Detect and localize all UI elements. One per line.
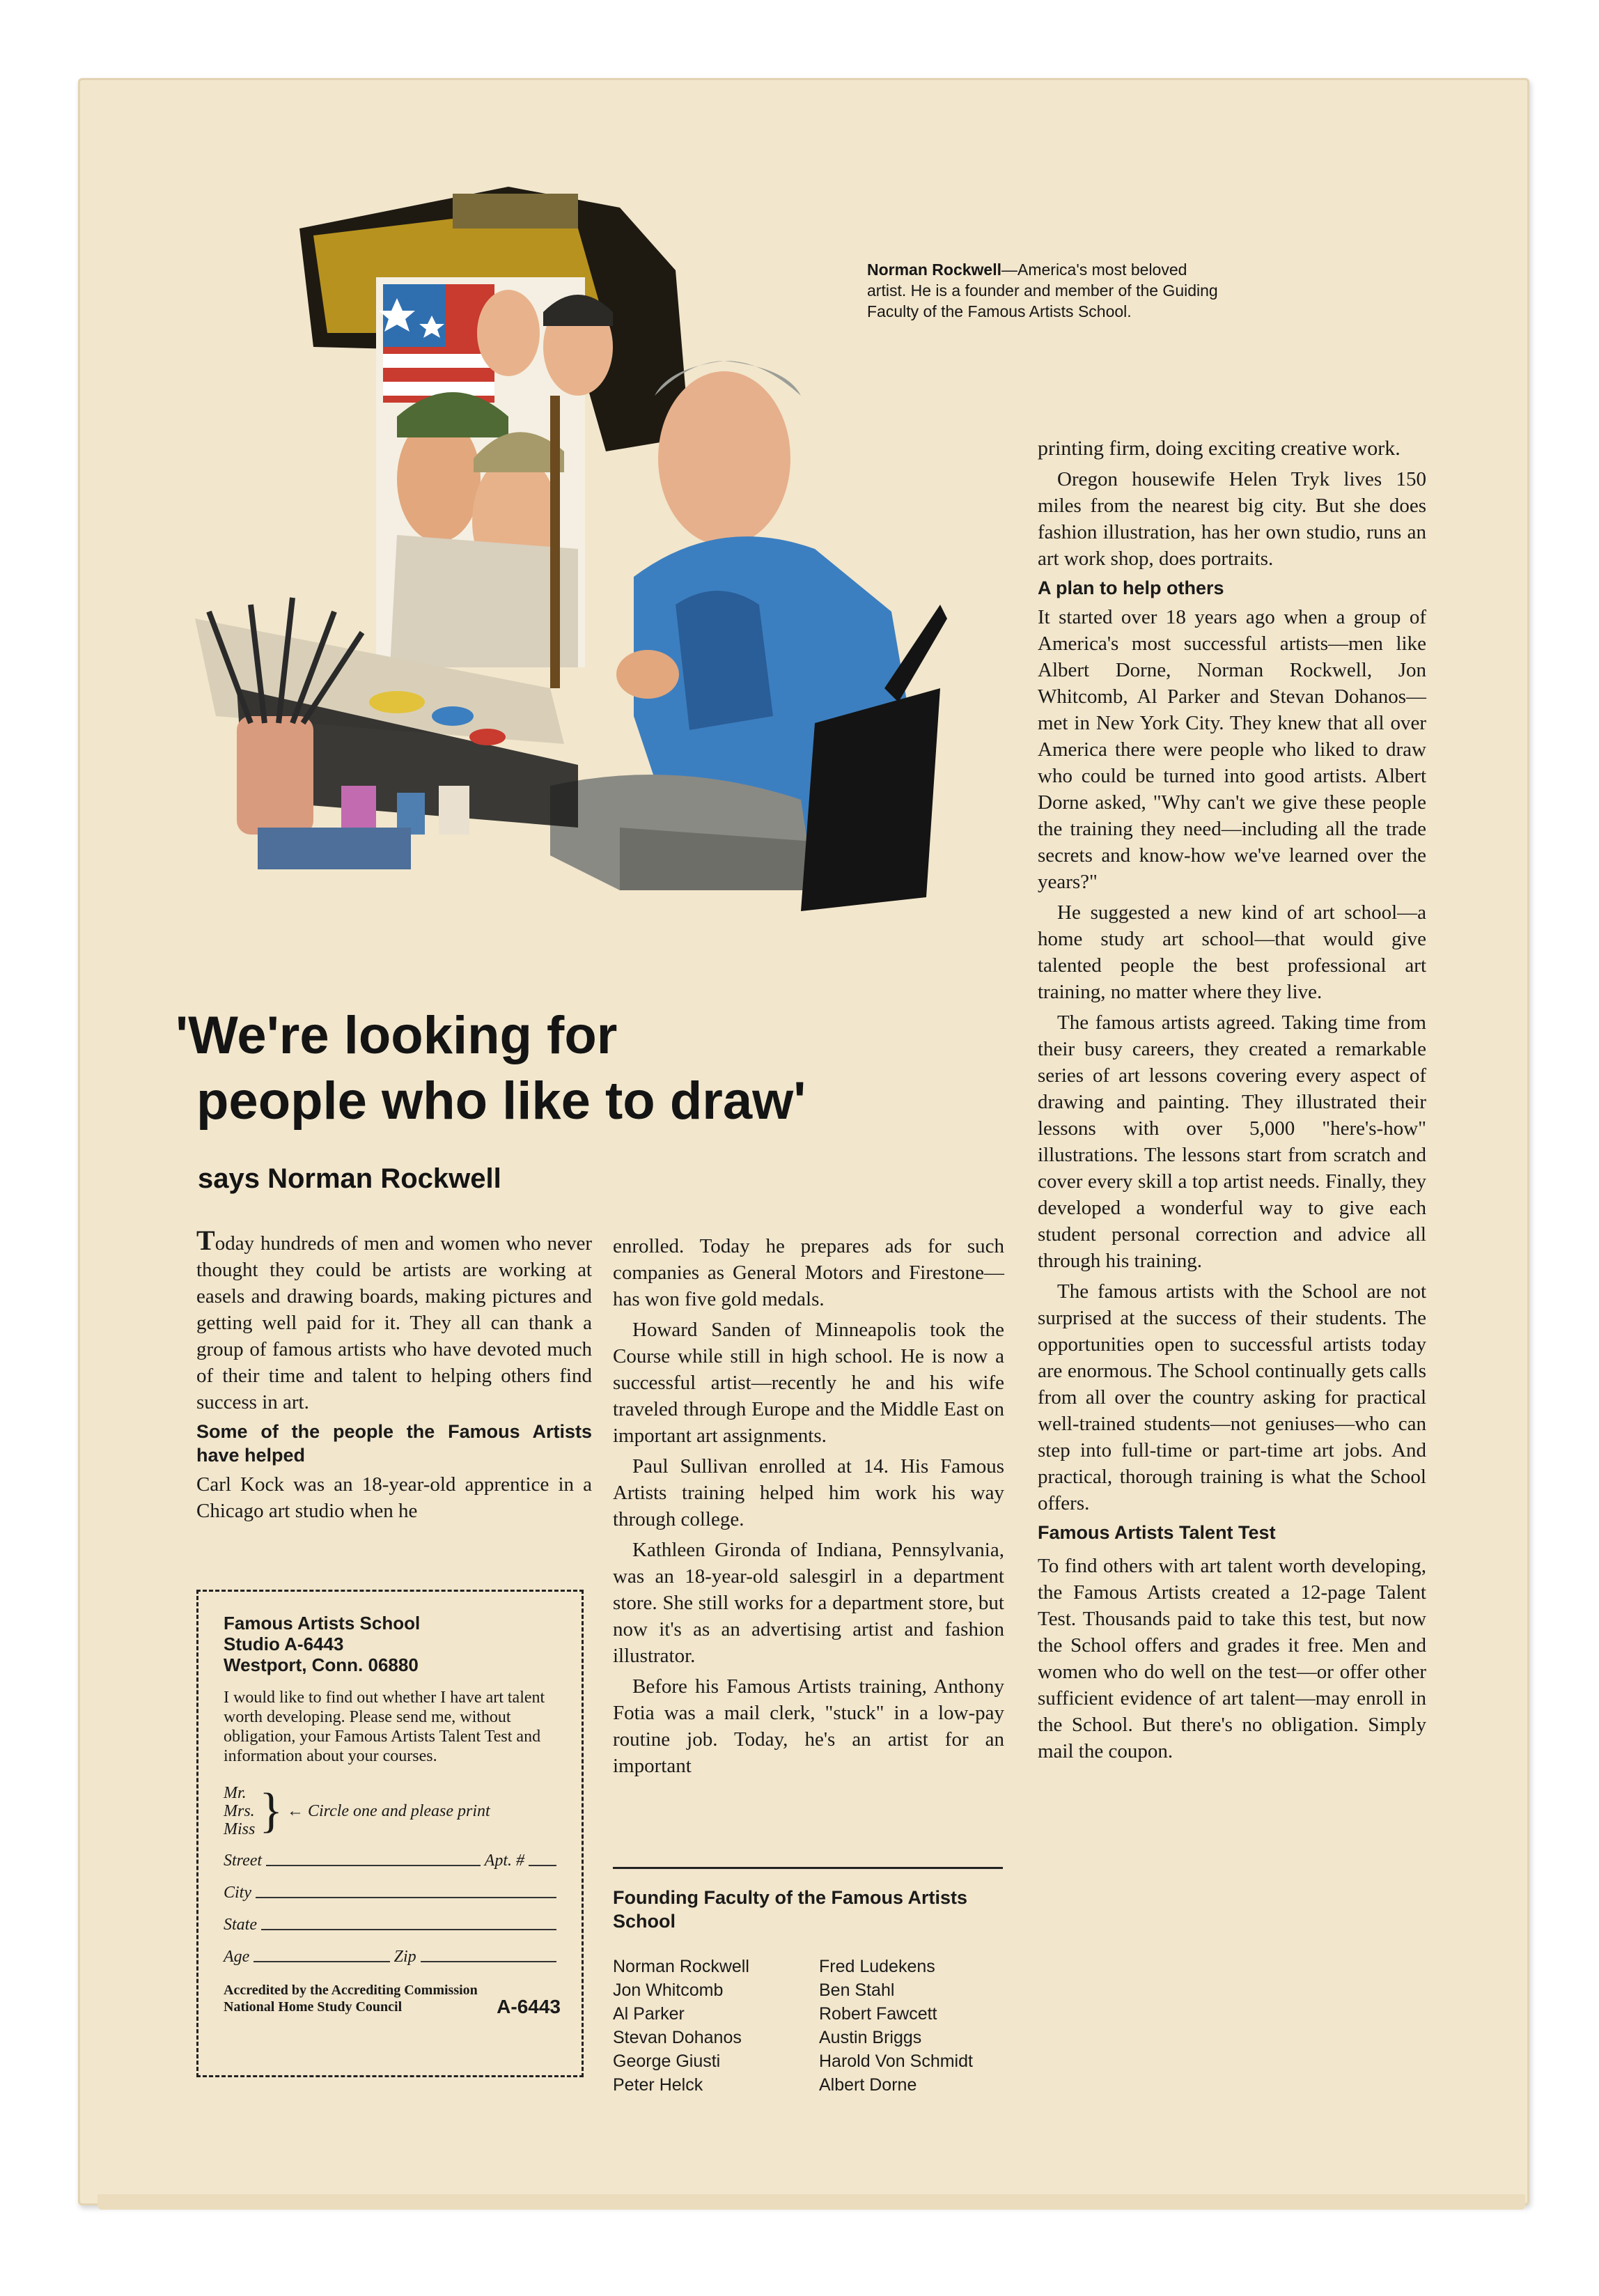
article-column-2: [613, 1233, 1004, 1783]
apt-field[interactable]: [529, 1865, 556, 1866]
faculty-heading: Founding Faculty of the Famous Artists School: [613, 1887, 968, 1932]
faculty-name: Harold Von Schmidt: [819, 2051, 973, 2071]
circle-instruction: ← Circle one and please print: [286, 1802, 490, 1820]
city-field[interactable]: [256, 1897, 556, 1898]
faculty-name: Stevan Dohanos: [613, 2028, 742, 2047]
coupon-address-line-1: Famous Artists School: [224, 1613, 421, 1634]
faculty-name: George Giusti: [613, 2051, 721, 2071]
col3-paragraph-1: printing firm, doing exciting creative work.: [1038, 437, 1401, 460]
headline: [176, 1003, 1011, 1134]
state-label: State: [224, 1916, 257, 1934]
title-option-mrs[interactable]: Mrs.: [224, 1802, 255, 1820]
col3-paragraph-2: Oregon housewife Helen Tryk lives 150 miles from the nearest big city. But she does fashion illustration, has her own studio, runs an art work shop, does portraits.: [1038, 468, 1426, 570]
state-field-row[interactable]: [224, 1915, 561, 1934]
faculty-name: Peter Helck: [613, 2075, 703, 2095]
faculty-name: Norman Rockwell: [613, 1957, 749, 1976]
article-column-1: [196, 1227, 592, 1528]
section-heading-talent-test: Famous Artists Talent Test: [1038, 1522, 1276, 1543]
col3-paragraph-7: To find others with art talent worth developing, the Famous Artists created a 12-page Talent Test. Thousands paid to take this test, but now the School offers and grades it free. Men and women who do well on the test—or offer other sufficient evidence of art talent—may enroll in the School. But there's no obligation. Simply mail the coupon.: [1038, 1555, 1426, 1762]
section-heading-plan: A plan to help others: [1038, 577, 1224, 598]
article-column-3: [1038, 435, 1426, 1769]
state-field[interactable]: [261, 1929, 556, 1930]
accreditation-line-2: National Home Study Council: [224, 1999, 403, 2015]
headline-line-2: people who like to draw': [196, 1071, 806, 1131]
age-zip-field-row[interactable]: [224, 1947, 561, 1967]
intro-paragraph: Today hundreds of men and women who never thought they could be artists are working at easels and drawing boards, making pictures and getting well paid for it. They all can thank a group of famous artists who have devoted much of their time and talent to helping others find success in art.: [196, 1225, 592, 1413]
carl-kock-paragraph: Carl Kock was an 18-year-old apprentice in a Chicago art studio when he: [196, 1473, 592, 1522]
accreditation-block: [224, 1982, 561, 2015]
coupon-code: A-6443: [497, 1996, 561, 2017]
city-field-row[interactable]: [224, 1883, 561, 1902]
coupon-title-selector[interactable]: [224, 1784, 561, 1838]
headline-line-1: 'We're looking for: [176, 1006, 618, 1065]
street-field[interactable]: [266, 1865, 481, 1866]
col2-paragraph-3: Paul Sullivan enrolled at 14. His Famous Artists training helped him work his way through college.: [613, 1455, 1004, 1530]
page-edge: [98, 2194, 1525, 2210]
mail-coupon[interactable]: [196, 1590, 584, 2077]
city-label: City: [224, 1884, 251, 1902]
zip-label: Zip: [393, 1948, 416, 1966]
faculty-name: Fred Ludekens: [819, 1957, 935, 1976]
faculty-name: Ben Stahl: [819, 1980, 895, 2000]
rockwell-painting-illustration: [188, 187, 962, 977]
founding-faculty-box: [613, 1867, 1003, 2096]
faculty-name-list: [613, 1955, 1003, 2096]
zip-field[interactable]: [421, 1961, 556, 1962]
brace-glyph: }: [259, 1784, 283, 1838]
faculty-name: Al Parker: [613, 2004, 685, 2024]
col3-paragraph-4: He suggested a new kind of art school—a home study art school—that would give talented people the best professional art training, no matter where they live.: [1038, 901, 1426, 1003]
street-label: Street: [224, 1852, 263, 1870]
age-field[interactable]: [254, 1961, 389, 1962]
col2-paragraph-5: Before his Famous Artists training, Anthony Fotia was a mail clerk, "stuck" in a low-pay routine job. Today, he's an artist for an important: [613, 1675, 1004, 1777]
faculty-name: Austin Briggs: [819, 2028, 922, 2047]
caption-name: Norman Rockwell: [867, 261, 1001, 279]
faculty-name: Albert Dorne: [819, 2075, 917, 2095]
coupon-address-line-2: Studio A-6443: [224, 1634, 344, 1654]
illustration-caption: [867, 259, 1229, 322]
caption-text: —America's most beloved artist. He is a founder and member of the Guiding Faculty of the Famous Artists School.: [867, 261, 1218, 320]
subheadline: says Norman Rockwell: [198, 1163, 501, 1194]
accreditation-line-1: Accredited by the Accrediting Commission: [224, 1983, 478, 1998]
col2-paragraph-2: Howard Sanden of Minneapolis took the Course while still in high school. He is now a successful artist—recently he and his wife traveled through Europe and the Middle East on important art assignments.: [613, 1319, 1004, 1447]
col3-paragraph-5: The famous artists agreed. Taking time from their busy careers, they created a remarkable series of art lessons covering every aspect of drawing and painting. They illustrated their lessons with over 5,000 "here's-how" illustrations. The lessons start from scratch and cover every skill a top artist needs. Finally, they developed a wonderful way to give each student personal correction and advice all through his training.: [1038, 1011, 1426, 1272]
street-field-row[interactable]: [224, 1851, 561, 1870]
col3-paragraph-3: It started over 18 years ago when a group of America's most successful artists—men like Albert Dorne, Norman Rockwell, Jon Whitcomb, Al Parker and Stevan Dohanos—met in New York City. They knew that all over America there were people who liked to draw who could be turned into good artists. Albert Dorne asked, "Why can't we give these people the training they need—including all the trade secrets and know-how we've learned over the years?": [1038, 606, 1426, 893]
apt-label: Apt. #: [484, 1852, 524, 1870]
coupon-request-text: I would like to find out whether I have art talent worth developing. Please send me, without obligation, your Famous Artists Talent Test and information about your courses.: [224, 1689, 545, 1765]
coupon-address-line-3: Westport, Conn. 06880: [224, 1654, 419, 1675]
faculty-name: Robert Fawcett: [819, 2004, 937, 2024]
age-label: Age: [224, 1948, 250, 1966]
title-option-miss[interactable]: Miss: [224, 1820, 256, 1838]
col2-paragraph-4: Kathleen Gironda of Indiana, Pennsylvania, was an 18-year-old salesgirl in a department store. She still works for a department store, but now it's as an advertising artist and fashion illustrator.: [613, 1539, 1004, 1667]
col2-paragraph-1: enrolled. Today he prepares ads for such companies as General Motors and Firestone—has won five gold medals.: [613, 1235, 1004, 1310]
section-heading-people-helped: Some of the people the Famous Artists have helped: [196, 1421, 592, 1466]
col3-paragraph-6: The famous artists with the School are not surprised at the success of their students. The opportunities open to successful artists today are enormous. The School continually gets calls from all over the country asking for practical well-trained students—not geniuses—who can step into full-time or part-time art jobs. And practical, thorough training is what the School offers.: [1038, 1280, 1426, 1514]
faculty-name: Jon Whitcomb: [613, 1980, 724, 2000]
title-option-mr[interactable]: Mr.: [224, 1784, 247, 1802]
